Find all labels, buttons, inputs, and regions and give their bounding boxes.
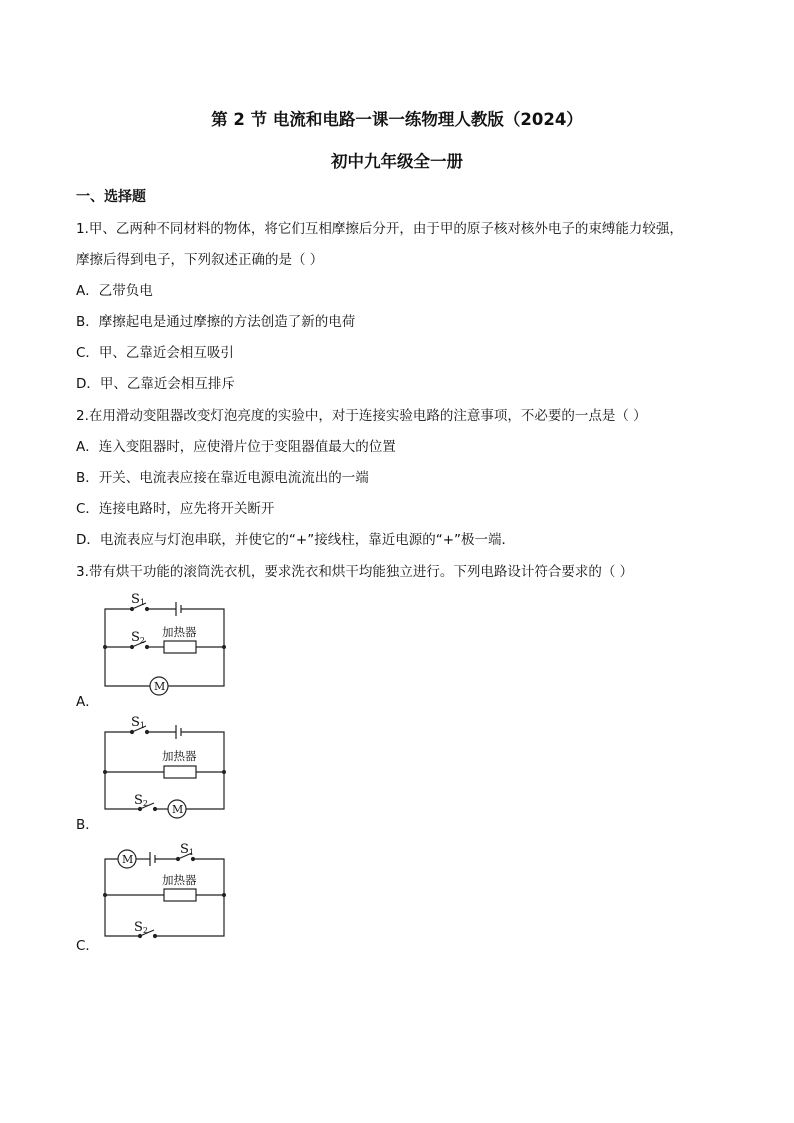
switch-s2-label: S2 bbox=[131, 630, 145, 645]
circuit-diagram-b bbox=[100, 713, 232, 821]
motor-label: M bbox=[172, 803, 184, 816]
q3-option-c: C． bbox=[76, 938, 99, 954]
switch-s1-label: S1 bbox=[131, 715, 145, 730]
heater-label: 加热器 bbox=[162, 873, 197, 887]
switch-s2-label: S2 bbox=[134, 793, 148, 808]
q1-option-c: C．甲、乙靠近会相互吸引 bbox=[76, 345, 234, 361]
switch-s1-label: S1 bbox=[180, 842, 194, 857]
q3-option-a: A． bbox=[76, 694, 99, 710]
q2-option-c: C．连接电路时，应先将开关断开 bbox=[76, 501, 275, 517]
q2-option-d: D．电流表应与灯泡串联，并使它的“+”接线柱，靠近电源的“+”极一端． bbox=[76, 532, 515, 548]
q1-option-b: B．摩擦起电是通过摩擦的方法创造了新的电荷 bbox=[76, 314, 356, 330]
q3-stem: 3.带有烘干功能的滚筒洗衣机，要求洗衣和烘干均能独立进行。下列电路设计符合要求的（ ） bbox=[76, 564, 634, 580]
q3-option-b: B． bbox=[76, 817, 99, 833]
switch-s1-label: S1 bbox=[131, 592, 145, 607]
q2-option-b: B．开关、电流表应接在靠近电源电流流出的一端 bbox=[76, 470, 369, 486]
heater-label: 加热器 bbox=[162, 749, 197, 763]
page-subtitle: 初中九年级全一册 bbox=[331, 152, 463, 171]
heater-label: 加热器 bbox=[162, 625, 197, 639]
motor-label: M bbox=[122, 853, 134, 866]
motor-label: M bbox=[154, 680, 166, 693]
circuit-diagram-a bbox=[100, 590, 232, 698]
q1-option-d: D．甲、乙靠近会相互排斥 bbox=[76, 376, 235, 392]
q1-option-a: A．乙带负电 bbox=[76, 283, 153, 299]
switch-s2-label: S2 bbox=[134, 920, 148, 935]
q1-stem-line1: 1.甲、乙两种不同材料的物体，将它们互相摩擦后分开，由于甲的原子核对核外电子的束缚能力较强， bbox=[76, 221, 683, 237]
page-title: 第 2 节 电流和电路一课一练物理人教版（2024） bbox=[211, 110, 583, 129]
q1-stem-line2: 摩擦后得到电子，下列叙述正确的是（ ） bbox=[76, 252, 324, 268]
section-heading: 一、选择题 bbox=[76, 189, 146, 205]
q2-option-a: A．连入变阻器时，应使滑片位于变阻器值最大的位置 bbox=[76, 439, 396, 455]
circuit-diagram-c bbox=[100, 840, 232, 948]
q2-stem: 2.在用滑动变阻器改变灯泡亮度的实验中，对于连接实验电路的注意事项，不必要的一点是（ ） bbox=[76, 408, 647, 424]
